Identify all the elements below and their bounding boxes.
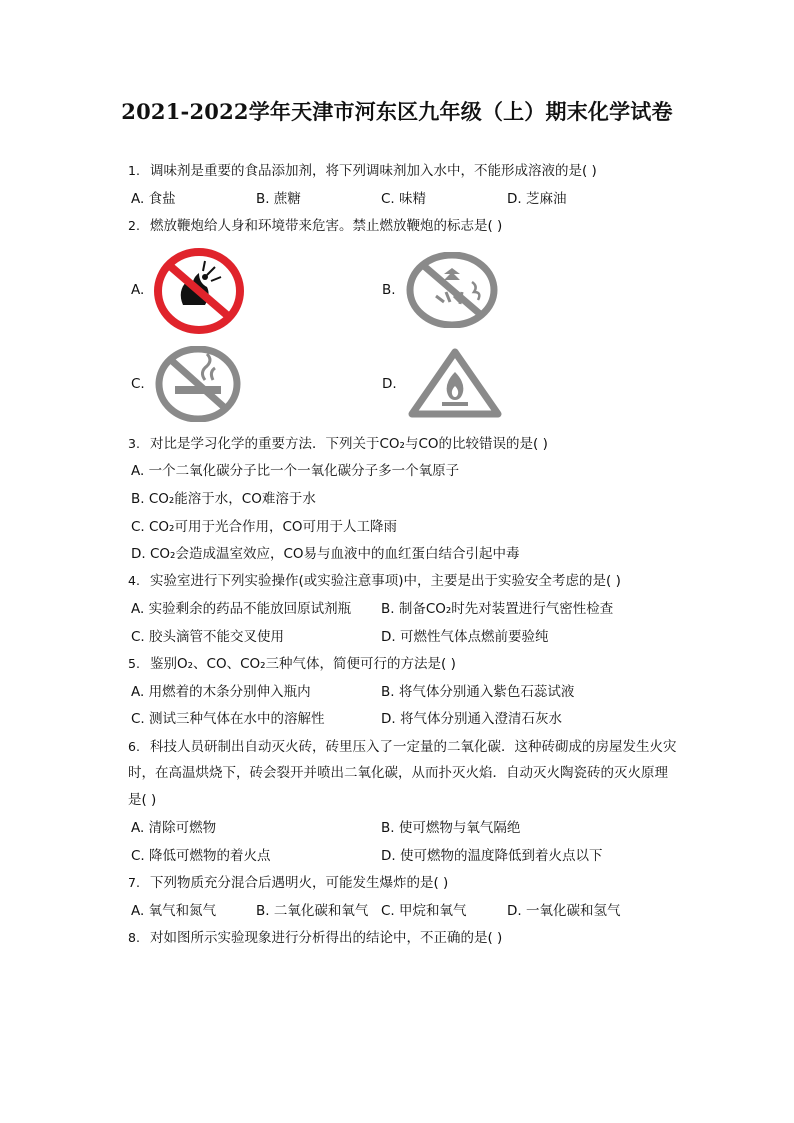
q2-option-a[interactable]: A. (131, 282, 145, 298)
question-number: 7. (128, 875, 140, 890)
q5-option-c[interactable]: C. 测试三种气体在水中的溶解性 (131, 711, 325, 727)
q1-option-c[interactable]: C. 味精 (381, 191, 427, 207)
question-1 (128, 162, 597, 180)
question-7 (128, 874, 448, 892)
question-text: 下列物质充分混合后遇明火，可能发生爆炸的是( ) (150, 875, 449, 891)
q6-option-b[interactable]: B. 使可燃物与氧气隔绝 (381, 820, 521, 836)
q2-option-b[interactable]: B. (382, 282, 396, 298)
no-firecrackers-sign-icon (406, 252, 498, 328)
q7-option-c[interactable]: C. 甲烷和氧气 (381, 903, 467, 919)
question-number: 6. (128, 739, 140, 754)
q1-option-b[interactable]: B. 蔗糖 (256, 191, 301, 207)
q2-option-d[interactable]: D. (382, 376, 397, 392)
flammable-warning-sign-icon (408, 348, 502, 418)
q3-option-a[interactable]: A. 一个二氧化碳分子比一个一氧化碳分子多一个氧原子 (131, 463, 460, 479)
question-text-line-1: 科技人员研制出自动灭火砖，砖里压入了一定量的二氧化碳．这种砖砌成的房屋发生火灾 (150, 739, 677, 755)
question-6-line-2: 时，在高温烘烧下，砖会裂开并喷出二氧化碳，从而扑灭火焰．自动灭火陶瓷砖的灭火原理 (128, 765, 668, 781)
question-4 (128, 572, 621, 590)
question-number: 1. (128, 163, 140, 178)
q3-option-b[interactable]: B. CO₂能溶于水，CO难溶于水 (131, 491, 316, 507)
question-text: 调味剂是重要的食品添加剂，将下列调味剂加入水中，不能形成溶液的是( ) (150, 163, 597, 179)
question-text: 燃放鞭炮给人身和环境带来危害。禁止燃放鞭炮的标志是( ) (150, 218, 503, 234)
page-title: 2021-2022学年天津市河东区九年级（上）期末化学试卷 (121, 99, 673, 124)
q6-option-c[interactable]: C. 降低可燃物的着火点 (131, 848, 271, 864)
question-text: 对如图所示实验现象进行分析得出的结论中，不正确的是( ) (150, 930, 503, 946)
question-6-line-3: 是( ) (128, 792, 157, 808)
q4-option-b[interactable]: B. 制备CO₂时先对装置进行气密性检查 (381, 601, 614, 617)
q5-option-d[interactable]: D. 将气体分别通入澄清石灰水 (381, 711, 562, 727)
question-6 (128, 738, 677, 756)
question-number: 3. (128, 436, 140, 451)
question-text: 实验室进行下列实验操作(或实验注意事项)中，主要是出于实验安全考虑的是( ) (150, 573, 621, 589)
q3-option-c[interactable]: C. CO₂可用于光合作用，CO可用于人工降雨 (131, 519, 398, 535)
question-text: 鉴别O₂、CO、CO₂三种气体，简便可行的方法是( ) (150, 656, 456, 672)
no-fireworks-sign-icon (153, 247, 245, 335)
q5-option-a[interactable]: A. 用燃着的木条分别伸入瓶内 (131, 684, 311, 700)
q4-option-d[interactable]: D. 可燃性气体点燃前要验纯 (381, 629, 549, 645)
q5-option-b[interactable]: B. 将气体分别通入紫色石蕊试液 (381, 684, 575, 700)
question-number: 8. (128, 930, 140, 945)
question-8 (128, 929, 502, 947)
no-smoking-sign-icon (155, 346, 241, 422)
question-2 (128, 217, 502, 235)
q6-option-a[interactable]: A. 清除可燃物 (131, 820, 217, 836)
question-5 (128, 655, 456, 673)
q3-option-d[interactable]: D. CO₂会造成温室效应，CO易与血液中的血红蛋白结合引起中毒 (131, 546, 520, 562)
q1-option-a[interactable]: A. 食盐 (131, 191, 176, 207)
question-number: 2. (128, 218, 140, 233)
question-3 (128, 435, 548, 453)
q7-option-b[interactable]: B. 二氧化碳和氧气 (256, 903, 369, 919)
q2-option-c[interactable]: C. (131, 376, 145, 392)
q7-option-a[interactable]: A. 氧气和氮气 (131, 903, 217, 919)
q4-option-c[interactable]: C. 胶头滴管不能交叉使用 (131, 629, 285, 645)
q6-option-d[interactable]: D. 使可燃物的温度降低到着火点以下 (381, 848, 603, 864)
q7-option-d[interactable]: D. 一氧化碳和氢气 (507, 903, 621, 919)
question-number: 5. (128, 656, 140, 671)
q4-option-a[interactable]: A. 实验剩余的药品不能放回原试剂瓶 (131, 601, 352, 617)
question-number: 4. (128, 573, 140, 588)
q1-option-d[interactable]: D. 芝麻油 (507, 191, 567, 207)
question-text: 对比是学习化学的重要方法．下列关于CO₂与CO的比较错误的是( ) (150, 436, 548, 452)
